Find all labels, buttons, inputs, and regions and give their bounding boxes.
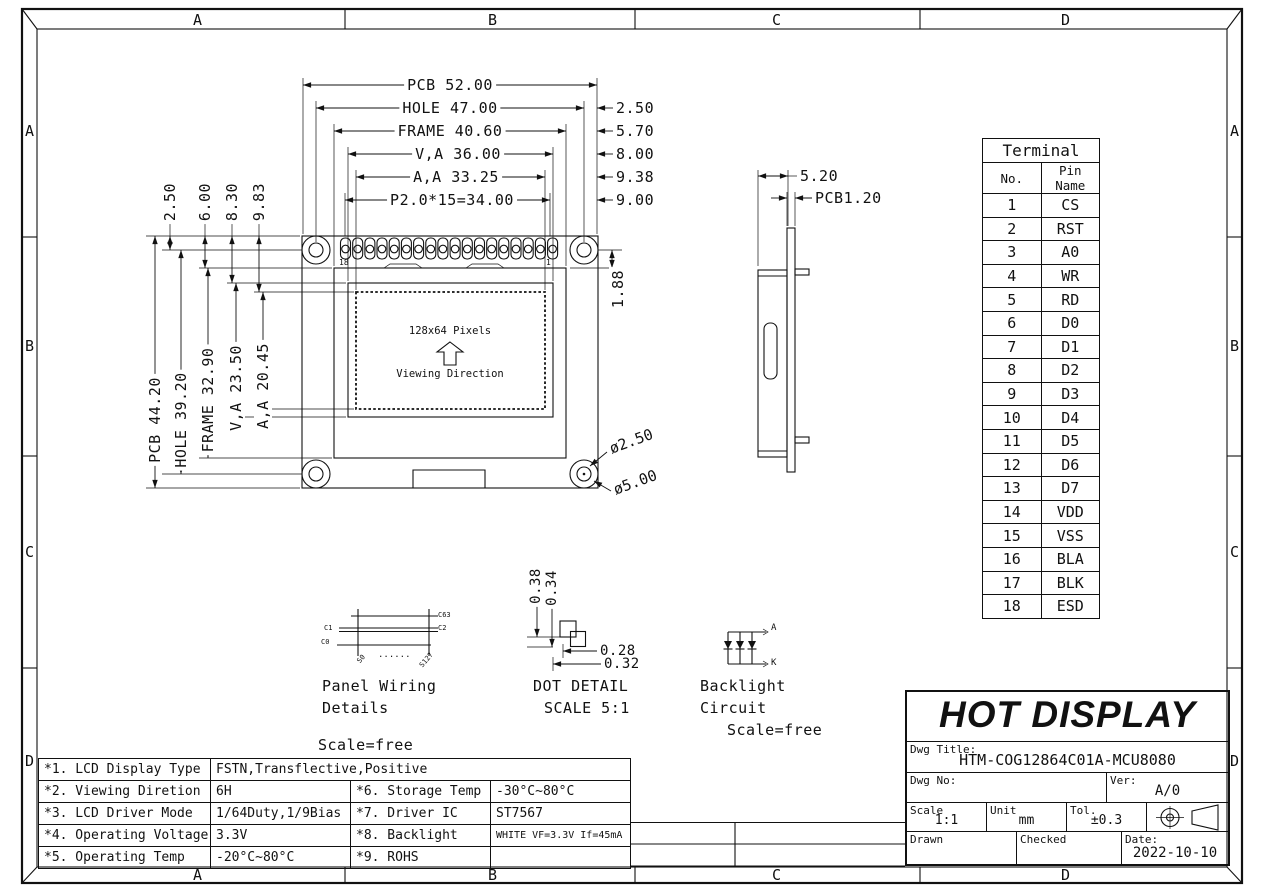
pad-number-1: 1 bbox=[546, 258, 551, 267]
terminal-row bbox=[983, 595, 1100, 619]
dot-detail-scale: SCALE 5:1 bbox=[544, 699, 630, 717]
pixels-label: 128x64 Pixels bbox=[408, 325, 492, 337]
terminal-pin-name: RST bbox=[1041, 217, 1100, 241]
terminal-no: 8 bbox=[983, 359, 1042, 383]
tol-cell bbox=[1067, 803, 1147, 832]
terminal-pin-name: D1 bbox=[1041, 335, 1100, 359]
terminal-pin-name: VDD bbox=[1041, 500, 1100, 524]
scale-label: Scale bbox=[910, 804, 944, 817]
terminal-pin-name: D2 bbox=[1041, 359, 1100, 383]
terminal-no: 7 bbox=[983, 335, 1042, 359]
ver-cell bbox=[1107, 773, 1228, 803]
terminal-row bbox=[983, 571, 1100, 595]
hole-diameter-small: ø2.50 bbox=[606, 425, 656, 458]
terminal-table-title: Terminal bbox=[983, 139, 1100, 163]
dwg-no-label: Dwg No: bbox=[910, 774, 957, 787]
zone-letter-left-b: B bbox=[25, 337, 35, 355]
terminal-pin-name: WR bbox=[1041, 264, 1100, 288]
zone-letter-left-a: A bbox=[25, 122, 35, 140]
unit-label: Unit bbox=[990, 804, 1017, 817]
backlight-cathode-label: K bbox=[771, 658, 777, 668]
dim-thickness: 5.20 bbox=[800, 167, 839, 185]
date-value: 2022-10-10 bbox=[1132, 845, 1218, 861]
dim-offset-frame: 5.70 bbox=[616, 122, 655, 140]
spec-label-5: *5. Operating Temp bbox=[39, 847, 211, 869]
dim-frame-top-offset: 6.00 bbox=[196, 180, 214, 224]
spec-value-5: -20°C~80°C bbox=[211, 847, 351, 869]
terminal-pin-name: BLA bbox=[1041, 547, 1100, 571]
dwg-no-cell bbox=[907, 773, 1107, 803]
dot-dim-v1: 0.38 bbox=[528, 565, 544, 607]
terminal-no: 1 bbox=[983, 194, 1042, 218]
hole-diameter-large: ø5.00 bbox=[610, 466, 660, 499]
dot-detail-title: DOT DETAIL bbox=[533, 677, 629, 695]
checked-label: Checked bbox=[1020, 833, 1067, 846]
terminal-row bbox=[983, 288, 1100, 312]
terminal-row bbox=[983, 500, 1100, 524]
dim-offset-pad: 9.00 bbox=[616, 191, 655, 209]
dim-pcb-width: PCB 52.00 bbox=[404, 76, 496, 94]
spec-value-8: WHITE VF=3.3V If=45mA bbox=[491, 825, 631, 847]
dim-offset-hole: 2.50 bbox=[616, 99, 655, 117]
connector-pads bbox=[341, 238, 558, 259]
viewing-direction-arrow bbox=[437, 342, 463, 365]
terminal-no: 3 bbox=[983, 241, 1042, 265]
spec-label-6: *6. Storage Temp bbox=[351, 781, 491, 803]
zone-letter-bottom-c: C bbox=[772, 866, 782, 884]
zone-letter-top-d: D bbox=[1061, 11, 1071, 29]
unit-cell bbox=[987, 803, 1067, 832]
spec-label-3: *3. LCD Driver Mode bbox=[39, 803, 211, 825]
zone-letter-right-b: B bbox=[1230, 337, 1240, 355]
terminal-no: 5 bbox=[983, 288, 1042, 312]
dim-offset-va: 8.00 bbox=[616, 145, 655, 163]
dim-pad-frame-gap: 1.88 bbox=[609, 267, 627, 311]
terminal-pin-name: D3 bbox=[1041, 382, 1100, 406]
dot-dim-v2: 0.34 bbox=[544, 567, 560, 609]
terminal-table-body bbox=[983, 194, 1100, 619]
dim-offset-aa: 9.38 bbox=[616, 168, 655, 186]
terminal-no: 10 bbox=[983, 406, 1042, 430]
terminal-row bbox=[983, 264, 1100, 288]
title-block bbox=[905, 690, 1230, 866]
zone-letter-right-c: C bbox=[1230, 543, 1240, 561]
drawn-label: Drawn bbox=[910, 833, 944, 846]
terminal-pin-name: D4 bbox=[1041, 406, 1100, 430]
ver-label: Ver: bbox=[1110, 774, 1137, 787]
wiring-label-c1: C1 bbox=[324, 624, 333, 632]
zone-letter-top-a: A bbox=[193, 11, 203, 29]
terminal-row bbox=[983, 453, 1100, 477]
terminal-no: 2 bbox=[983, 217, 1042, 241]
terminal-no: 12 bbox=[983, 453, 1042, 477]
zone-letter-right-a: A bbox=[1230, 122, 1240, 140]
viewing-direction-label: Viewing Direction bbox=[396, 368, 504, 380]
drawn-cell bbox=[907, 832, 1017, 864]
zone-letter-right-d: D bbox=[1230, 752, 1240, 770]
scale-cell bbox=[907, 803, 987, 832]
dim-va-width: V,A 36.00 bbox=[412, 145, 504, 163]
dim-pcb-thickness: PCB1.20 bbox=[815, 189, 882, 207]
tol-value: ±0.3 bbox=[1090, 813, 1123, 828]
terminal-pin-name: D6 bbox=[1041, 453, 1100, 477]
zone-letter-left-d: D bbox=[25, 752, 35, 770]
dim-aa-height: A,A 20.45 bbox=[254, 340, 272, 432]
dot-dim-h1: 0.28 bbox=[600, 643, 636, 659]
terminal-row bbox=[983, 335, 1100, 359]
zone-letter-bottom-b: B bbox=[488, 866, 498, 884]
wiring-label-c2: C2 bbox=[438, 624, 447, 632]
terminal-pin-name: VSS bbox=[1041, 524, 1100, 548]
frame-outline bbox=[334, 268, 566, 458]
terminal-row bbox=[983, 547, 1100, 571]
terminal-pin-name: D7 bbox=[1041, 477, 1100, 501]
spec-value-7: ST7567 bbox=[491, 803, 631, 825]
terminal-row bbox=[983, 311, 1100, 335]
dot-dim-h2: 0.32 bbox=[604, 656, 640, 672]
dim-pad-pitch: P2.0*15=34.00 bbox=[387, 191, 517, 209]
dim-hole-height: HOLE 39.20 bbox=[172, 369, 190, 470]
dim-frame-width: FRAME 40.60 bbox=[395, 122, 506, 140]
scale-free-label: Scale=free bbox=[318, 736, 414, 754]
wiring-label-s127: S127 bbox=[417, 650, 435, 670]
tol-label: Tol. bbox=[1070, 804, 1097, 817]
spec-value-1: FSTN,Transflective,Positive bbox=[211, 759, 631, 781]
terminal-no: 16 bbox=[983, 547, 1042, 571]
spec-label-8: *8. Backlight bbox=[351, 825, 491, 847]
zone-letter-top-c: C bbox=[772, 11, 782, 29]
terminal-row bbox=[983, 382, 1100, 406]
wiring-label-s0: S0 bbox=[355, 653, 367, 665]
spec-label-9: *9. ROHS bbox=[351, 847, 491, 869]
dim-hole-top-offset: 2.50 bbox=[161, 180, 179, 224]
terminal-no: 17 bbox=[983, 571, 1042, 595]
zone-letter-bottom-a: A bbox=[193, 866, 203, 884]
bottom-tab bbox=[413, 470, 485, 488]
company-name: HOT DISPLAY bbox=[939, 694, 1196, 735]
spec-extension-lines bbox=[630, 823, 905, 867]
backlight-title-2: Circuit bbox=[700, 699, 767, 717]
spec-label-2: *2. Viewing Diretion bbox=[39, 781, 211, 803]
terminal-row bbox=[983, 429, 1100, 453]
panel-wiring-drawing bbox=[337, 609, 438, 656]
terminal-pin-name: D5 bbox=[1041, 429, 1100, 453]
wiring-dots: ...... bbox=[378, 650, 411, 660]
terminal-pin-name: RD bbox=[1041, 288, 1100, 312]
dim-frame-height: FRAME 32.90 bbox=[199, 345, 217, 456]
company-cell bbox=[907, 692, 1228, 742]
terminal-col-no: No. bbox=[983, 163, 1042, 194]
spec-value-4: 3.3V bbox=[211, 825, 351, 847]
dwg-title-label: Dwg Title: bbox=[910, 743, 977, 756]
zone-letter-top-b: B bbox=[488, 11, 498, 29]
dot-detail-drawing bbox=[527, 604, 601, 671]
mounting-holes bbox=[302, 236, 598, 488]
spec-label-4: *4. Operating Voltage bbox=[39, 825, 211, 847]
spec-label-7: *7. Driver IC bbox=[351, 803, 491, 825]
terminal-no: 15 bbox=[983, 524, 1042, 548]
dim-va-top-offset: 8.30 bbox=[223, 180, 241, 224]
terminal-no: 11 bbox=[983, 429, 1042, 453]
scale-value: 1:1 bbox=[934, 813, 959, 828]
date-cell bbox=[1122, 832, 1228, 864]
backlight-anode-label: A bbox=[771, 623, 777, 633]
projection-symbol-cell bbox=[1147, 803, 1228, 832]
dim-pcb-height: PCB 44.20 bbox=[146, 374, 164, 466]
panel-wiring-title-2: Details bbox=[322, 699, 389, 717]
spec-value-6: -30°C~80°C bbox=[491, 781, 631, 803]
wiring-label-c0: C0 bbox=[321, 638, 330, 646]
terminal-pin-name: BLK bbox=[1041, 571, 1100, 595]
dim-aa-top-offset: 9.83 bbox=[250, 180, 268, 224]
front-view bbox=[302, 236, 598, 488]
unit-value: mm bbox=[1018, 813, 1035, 828]
terminal-no: 18 bbox=[983, 595, 1042, 619]
zone-letter-bottom-d: D bbox=[1061, 866, 1071, 884]
terminal-table bbox=[982, 138, 1100, 619]
date-label: Date: bbox=[1125, 833, 1159, 846]
terminal-pin-name: ESD bbox=[1041, 595, 1100, 619]
terminal-pin-name: D0 bbox=[1041, 311, 1100, 335]
terminal-row bbox=[983, 477, 1100, 501]
terminal-pin-name: CS bbox=[1041, 194, 1100, 218]
wiring-label-c63: C63 bbox=[438, 611, 451, 619]
panel-wiring-title-1: Panel Wiring bbox=[322, 677, 437, 695]
backlight-title-1: Backlight bbox=[700, 677, 786, 695]
terminal-row bbox=[983, 524, 1100, 548]
terminal-row bbox=[983, 217, 1100, 241]
backlight-scale: Scale=free bbox=[727, 721, 823, 739]
terminal-no: 6 bbox=[983, 311, 1042, 335]
pcb-outline bbox=[302, 236, 598, 488]
zone-letter-left-c: C bbox=[25, 543, 35, 561]
pad-number-18: 18 bbox=[339, 258, 349, 267]
terminal-col-pin-name: Pin Name bbox=[1041, 163, 1100, 194]
dim-va-height: V,A 23.50 bbox=[227, 342, 245, 434]
checked-cell bbox=[1017, 832, 1122, 864]
terminal-no: 14 bbox=[983, 500, 1042, 524]
terminal-row bbox=[983, 359, 1100, 383]
spec-table bbox=[38, 758, 631, 869]
backlight-circuit-drawing bbox=[724, 629, 769, 667]
spec-value-2: 6H bbox=[211, 781, 351, 803]
viewing-area bbox=[348, 283, 553, 417]
side-view bbox=[758, 170, 812, 472]
ver-value: A/0 bbox=[1154, 783, 1181, 799]
terminal-no: 9 bbox=[983, 382, 1042, 406]
spec-label-1: *1. LCD Display Type bbox=[39, 759, 211, 781]
terminal-no: 4 bbox=[983, 264, 1042, 288]
dwg-title-value: HTM-COG12864C01A-MCU8080 bbox=[959, 751, 1176, 769]
terminal-no: 13 bbox=[983, 477, 1042, 501]
active-area bbox=[356, 292, 545, 409]
dwg-title-cell bbox=[907, 742, 1228, 773]
terminal-row bbox=[983, 406, 1100, 430]
terminal-row bbox=[983, 241, 1100, 265]
spec-value-3: 1/64Duty,1/9Bias bbox=[211, 803, 351, 825]
dim-hole-width: HOLE 47.00 bbox=[399, 99, 500, 117]
terminal-row bbox=[983, 194, 1100, 218]
terminal-pin-name: A0 bbox=[1041, 241, 1100, 265]
dim-aa-width: A,A 33.25 bbox=[410, 168, 502, 186]
spec-value-9 bbox=[491, 847, 631, 869]
